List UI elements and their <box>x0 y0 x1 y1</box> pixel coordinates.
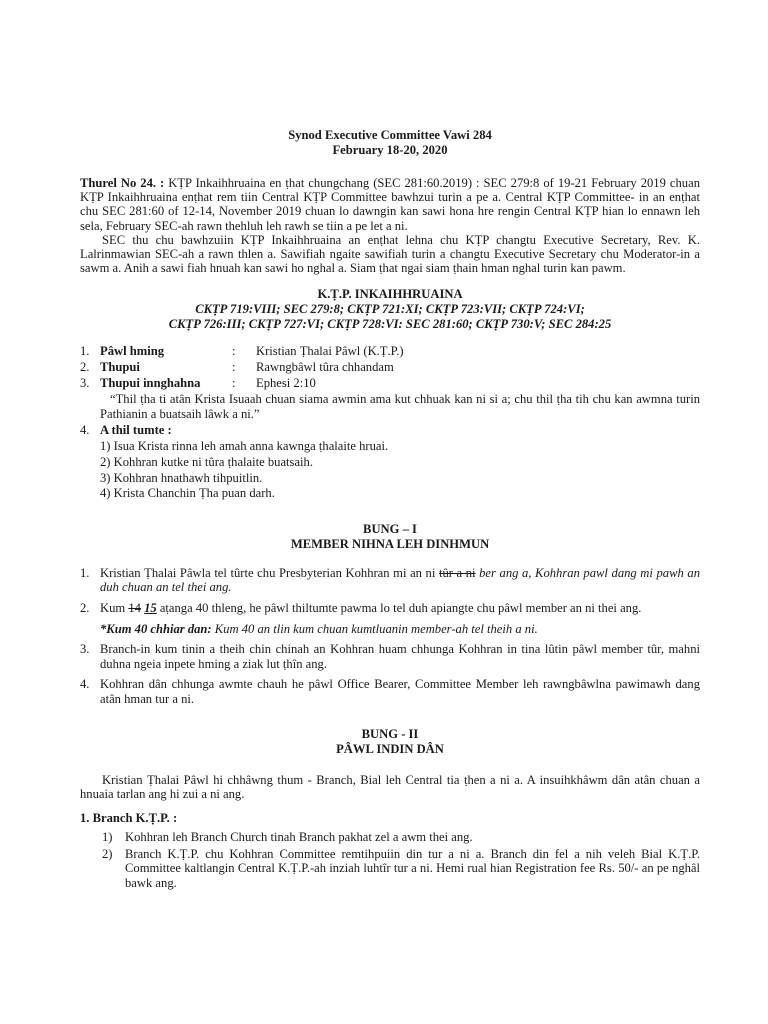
list-item <box>80 847 700 891</box>
tumte-heading <box>80 423 700 439</box>
info-label: Pâwl hming <box>100 344 165 359</box>
tumte-list <box>80 439 700 501</box>
amended-text: 15 <box>144 600 157 615</box>
item-text: Branch-in kum tinin a theih chin chinah an Kohhran huam chhunga Kohhran in tina lûtin pâwl member tûr, mahni duhna ngeia inpete hming a ziak lut ṭhîn ang. <box>100 642 700 671</box>
thurel-paragraph-2: SEC thu chu bawhzuiin KṬP Inkaihhruaina an enṭhat lehna chu KṬP changtu Executive Secretary, Rev. K. Lalrinmawian SEC-ah a rawn thlen a. Sawifiah ngaite sawifiah turin a changtu Executive Secretary chu Moderator-in a sawm a. Anih a sawi fiah hnuah kan sawi ho nghal a. Siam ṭhat ngai siam ṭhain hman nghal turin kan pawm. <box>80 232 700 276</box>
item-number: 1) <box>102 829 113 844</box>
thurel-text: KṬP Inkaihhruaina en ṭhat chungchang (SEC 281:60.2019) : SEC 279:8 of 19-21 February 2019 chuan KṬP Inkaihhruaina enṭhat rem tiin Central KṬP Committee bawhzui turin a pe a. Central KṬP Committee- in an enṭhat chu SEC 281:60 of 12-14, November 2019 chuan lo dawngin kan sawi hona hre rengin Central KṬP hian lo ennawn leh sela, February SEC-ah rawn thehluh leh rawh se tiin a pe let a ni. <box>80 176 700 233</box>
info-value: Kristian Ṭhalai Pâwl (K.Ṭ.P.) <box>256 344 404 359</box>
list-item <box>80 677 700 706</box>
info-number: 1. <box>80 344 90 359</box>
info-number: 3. <box>80 376 90 391</box>
info-label: Thupui <box>100 360 140 375</box>
ktp-heading: K.Ṭ.P. INKAIHHRUAINA <box>317 287 463 302</box>
ktp-references-1: CKṬP 719:VIII; SEC 279:8; CKṬP 721:XI; CKṬP 723:VII; CKṬP 724:VI; <box>195 302 585 317</box>
tumte-label: A thil tumte : <box>100 423 172 438</box>
info-value: Rawngbâwl tûra chhandam <box>256 360 394 375</box>
item-number: 2) <box>102 846 113 861</box>
document-page <box>80 128 700 890</box>
bung-1-title: BUNG – I <box>363 521 417 536</box>
info-colon: : <box>232 360 236 375</box>
list-item <box>80 601 700 616</box>
branch-list <box>80 830 700 890</box>
bung-1-heading <box>80 522 700 552</box>
item-text: Kum <box>100 600 129 615</box>
branch-heading: 1. Branch K.Ṭ.P. : <box>80 810 178 825</box>
item-number: 4. <box>80 677 90 692</box>
item-text: Kohhran dân chhunga awmte chauh he pâwl Office Bearer, Committee Member leh rawngbâwlna pawimawh dang atân hman tur a ni. <box>100 677 700 706</box>
item-number: 3. <box>80 642 90 657</box>
tumte-number: 4. <box>80 423 90 438</box>
info-row <box>80 360 700 376</box>
ktp-references-2: CKṬP 726:III; CKṬP 727:VI; CKṬP 728:VI: SEC 281:60; CKṬP 730:V; SEC 284:25 <box>168 317 612 332</box>
list-item: 4) Krista Chanchin Ṭha puan darh. <box>100 486 275 501</box>
bung-2-intro: Kristian Ṭhalai Pâwl hi chhâwng thum - Branch, Bial leh Central tia ṭhen a ni a. A insuihkhâwm dân atân chuan a hnuaia tarlan ang hi zui a ni ang. <box>80 772 700 801</box>
bung-1-subtitle: MEMBER NIHNA LEH DINHMUN <box>290 536 490 551</box>
struck-text: 14 <box>128 600 141 615</box>
list-item <box>80 642 700 671</box>
info-list <box>80 344 700 392</box>
ktp-heading-block <box>80 287 700 332</box>
list-item <box>80 830 700 845</box>
info-value: Ephesi 2:10 <box>256 376 316 391</box>
note-text: Kum 40 an tlin kum chuan kumtluanin member-ah tel theih a ni. <box>211 621 538 636</box>
info-number: 2. <box>80 360 90 375</box>
bung-1-list <box>80 566 700 707</box>
thurel-paragraph <box>80 176 700 233</box>
list-item: 1) Isua Krista rinna leh amah anna kawnga ṭhalaite hruai. <box>100 439 389 454</box>
item-text: Kristian Ṭhalai Pâwla tel tûrte chu Presbyterian Kohhran mi an ni <box>100 565 439 580</box>
item-number: 2. <box>80 600 90 615</box>
item-text: aṭanga 40 thleng, he pâwl thiltumte pawma lo tel duh apiangte chu pâwl member an ni thei ang. <box>156 600 642 615</box>
list-item: 2) Kohhran kutke ni tûra ṭhalaite buatsaih. <box>100 455 313 470</box>
bung-2-title: BUNG - II <box>361 726 419 741</box>
age-note <box>80 622 700 637</box>
bung-2-subtitle: PÂWL INDIN DÂN <box>336 741 444 756</box>
item-text: Branch K.Ṭ.P. chu Kohhran Committee remtihpuiin din tur a ni a. Branch din fel a nih veleh Bial K.Ṭ.P. Committee kaltlangin Central K.Ṭ.P.-ah inziah luhtîr tur a ni. Hemi rual hian Registration fee Rs. 50/- an pe nghâl bawk ang. <box>125 846 700 890</box>
thurel-label: Thurel No 24. : <box>80 176 165 190</box>
list-item: 3) Kohhran hnathawh tihpuitlin. <box>100 470 263 485</box>
document-date: February 18-20, 2020 <box>332 143 448 157</box>
amended-text: ber ang a, Kohhran pawl dang mi pawh an duh chuan an tel thei ang. <box>100 565 700 595</box>
scripture-quote: “Thil ṭha ti atân Krista Isuaah chuan siama awmin ama kut chhuak kan ni si a; chu thil ṭha tih chu kan awmna turin Pathianin a buatsaih lâwk a ni.” <box>100 392 700 421</box>
info-colon: : <box>232 376 236 391</box>
info-colon: : <box>232 344 236 359</box>
list-item <box>80 566 700 595</box>
info-row <box>80 376 700 392</box>
info-row <box>80 344 700 360</box>
bung-2-heading <box>80 727 700 757</box>
document-title: Synod Executive Committee Vawi 284 <box>288 128 492 142</box>
struck-text: tûr a ni <box>438 565 476 580</box>
info-label: Thupui innghahna <box>100 376 201 391</box>
item-text: Kohhran leh Branch Church tinah Branch pakhat zel a awm thei ang. <box>125 829 473 844</box>
item-number: 1. <box>80 565 90 580</box>
note-label: *Kum 40 chhiar dan: <box>100 621 212 636</box>
